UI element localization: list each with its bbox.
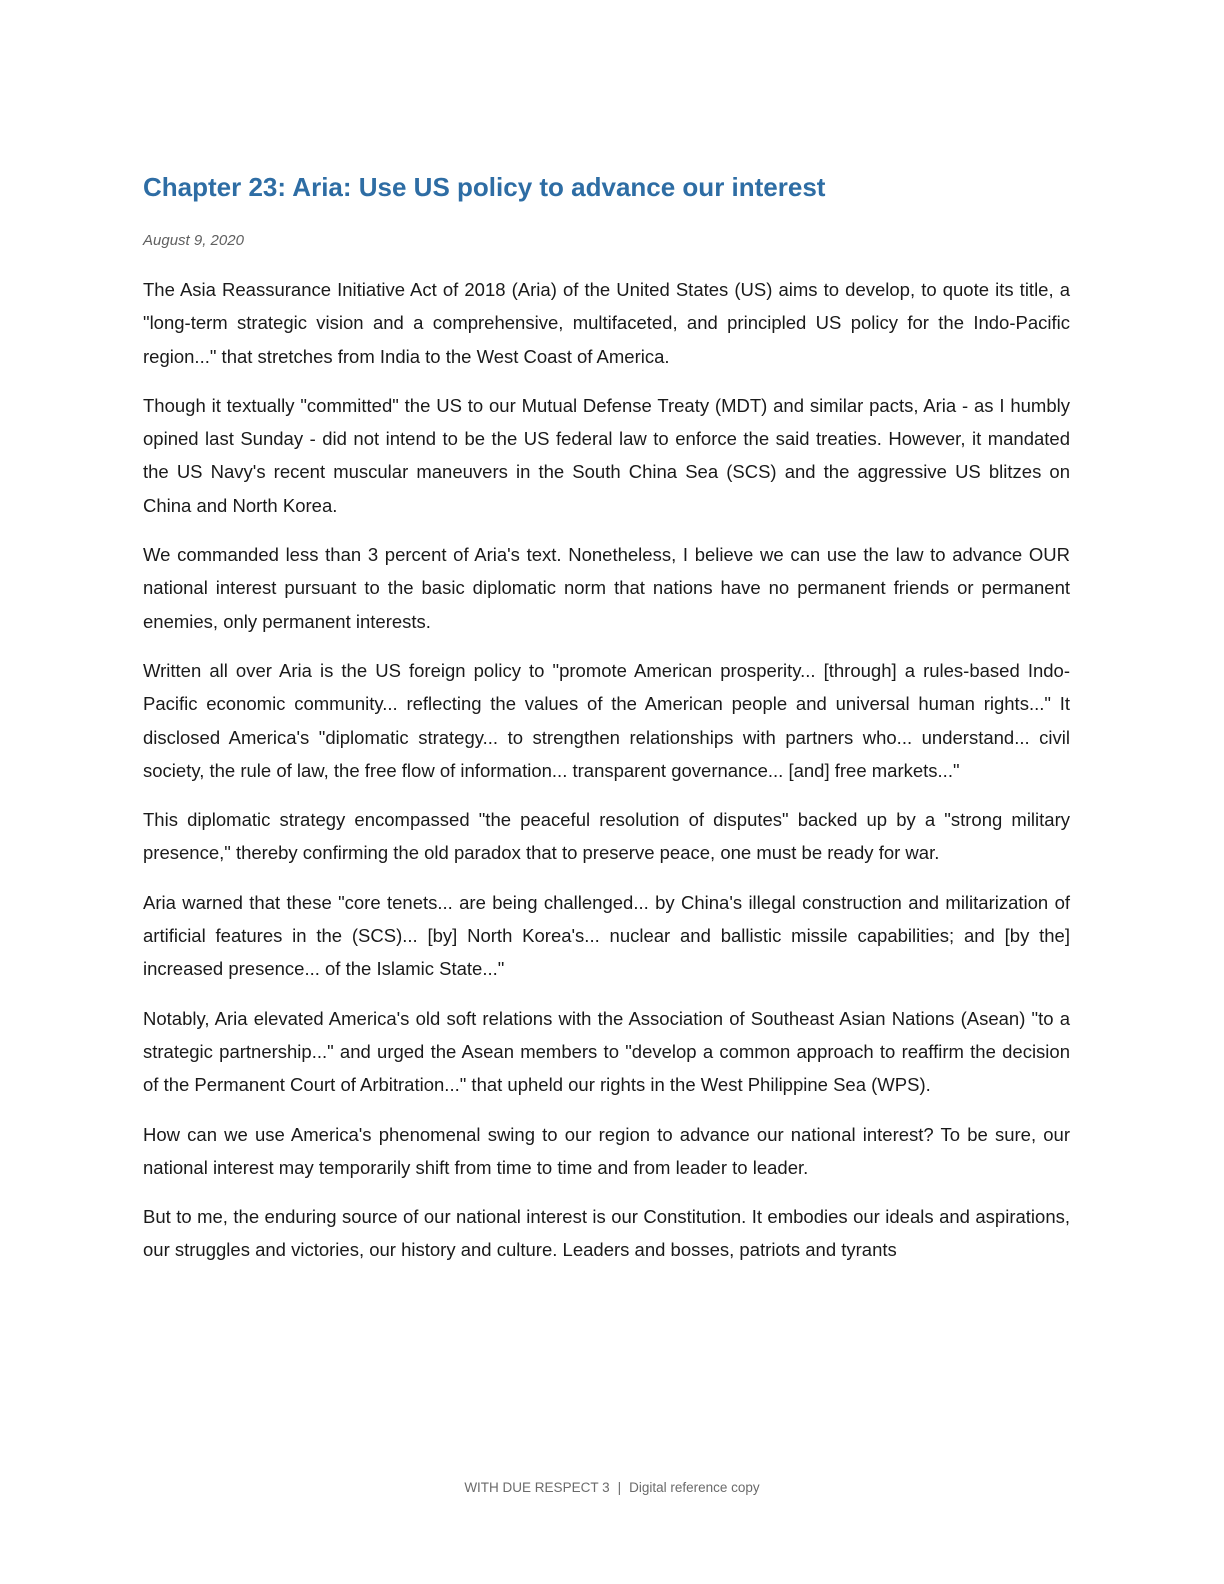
paragraph: Aria warned that these "core tenets... are being challenged... by China's illegal construction and militarization of artificial features in the (SCS)... [by] North Korea's... nuclear and ballistic missile capabilities; and [by the] increased presence... of the Islamic State..." — [143, 891, 1070, 980]
document-page — [143, 0, 1070, 1584]
paragraph: The Asia Reassurance Initiative Act of 2018 (Aria) of the United States (US) aims to develop, to quote its title, a "long-term strategic vision and a comprehensive, multifaceted, and principled US policy for the Indo-Pacific region..." that stretches from India to the West Coast of America. — [143, 279, 1070, 367]
chapter-title: Chapter 23: Aria: Use US policy to advance our interest — [143, 172, 826, 202]
paragraph: But to me, the enduring source of our national interest is our Constitution. It embodies our ideals and aspirations, our struggles and victories, our history and culture. Leaders and bosses, patriots and tyrants — [143, 1206, 1070, 1261]
paragraph: Written all over Aria is the US foreign policy to "promote American prosperity... [through] a rules-based Indo-Pacific economic community... reflecting the values of the American people and universal human rights..." It disclosed America's "diplomatic strategy... to strengthen relationships with partners who... understand... civil society, the rule of law, the free flow of information... transparent governance... [and] free markets..." — [143, 659, 1070, 781]
page-footer — [0, 1480, 1224, 1495]
paragraph: Notably, Aria elevated America's old soft relations with the Association of Southeast Asian Nations (Asean) "to a strategic partnership..." and urged the Asean members to "develop a common approach to reaffirm the decision of the Permanent Court of Arbitration..." that upheld our rights in the West Philippine Sea (WPS). — [143, 1007, 1070, 1096]
article-body — [143, 273, 1070, 1283]
footer-book-title: WITH DUE RESPECT 3 — [464, 1480, 610, 1495]
paragraph: This diplomatic strategy encompassed "the peaceful resolution of disputes" backed up by a "strong military presence," thereby confirming the old paradox that to preserve peace, one must be ready for war. — [143, 809, 1070, 864]
footer-separator: | — [617, 1480, 622, 1495]
paragraph: We commanded less than 3 percent of Aria's text. Nonetheless, I believe we can use the law to advance OUR national interest pursuant to the basic diplomatic norm that nations have no permanent friends or permanent enemies, only permanent interests. — [143, 544, 1070, 632]
paragraph: How can we use America's phenomenal swing to our region to advance our national interest? To be sure, our national interest may temporarily shift from time to time and from leader to leader. — [143, 1123, 1070, 1178]
footer-note: Digital reference copy — [629, 1480, 760, 1495]
publication-date: August 9, 2020 — [143, 232, 244, 249]
paragraph: Though it textually "committed" the US to our Mutual Defense Treaty (MDT) and similar pacts, Aria - as I humbly opined last Sunday - did not intend to be the US federal law to enforce the said treaties. However, it mandated the US Navy's recent muscular maneuvers in the South China Sea (SCS) and the aggressive US blitzes on China and North Korea. — [143, 394, 1070, 516]
